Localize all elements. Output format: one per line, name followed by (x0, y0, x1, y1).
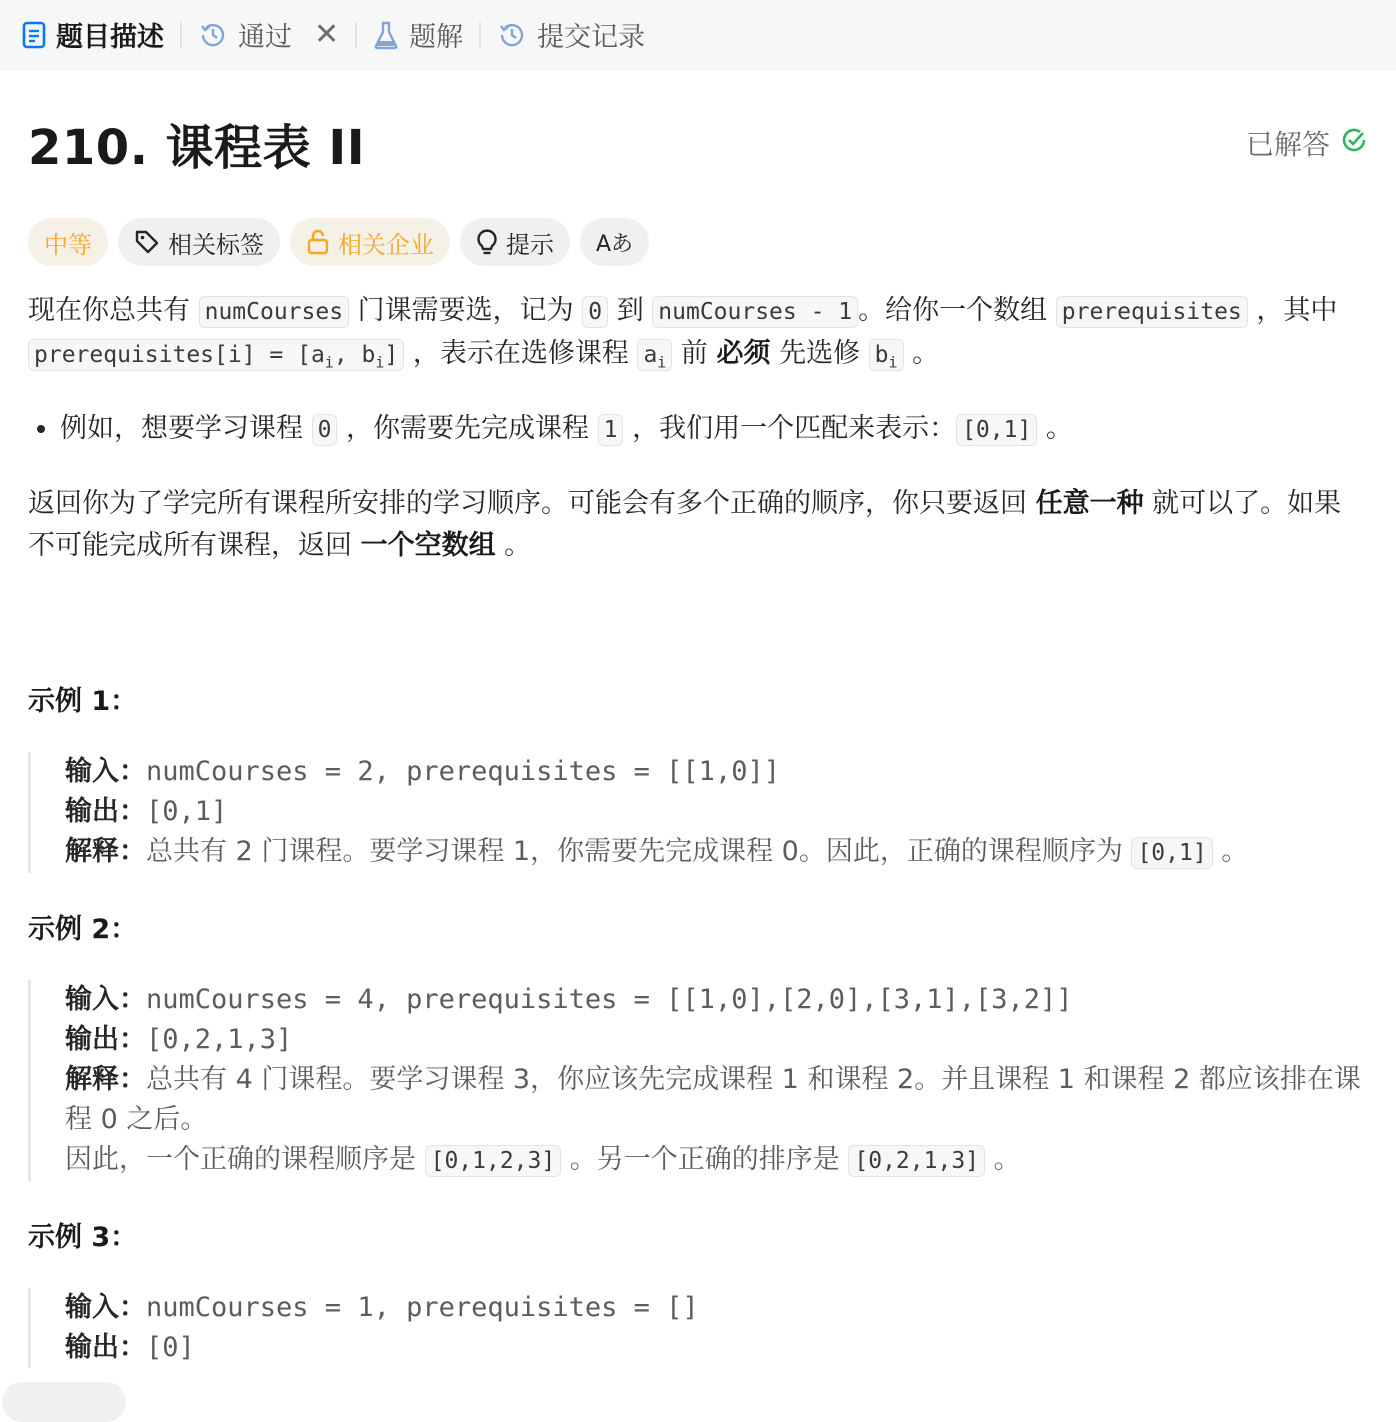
description-paragraph (28, 290, 1368, 384)
text: 前 (672, 338, 717, 369)
example-output-line (65, 1020, 1368, 1060)
input-value: numCourses = 4, prerequisites = [[1,0],[2,0],[3,1],[3,2]] (146, 983, 1073, 1015)
tag-icon (134, 229, 160, 255)
tab-divider (479, 22, 481, 48)
bullet-list (28, 408, 1368, 451)
example-heading: 示例 1： (28, 685, 138, 717)
solved-label: 已解答 (1245, 128, 1330, 161)
inline-code: numCourses - 1 (652, 296, 858, 328)
translate-icon: Aあ (596, 231, 634, 257)
inline-code (637, 339, 672, 371)
tab-label: 题解 (409, 22, 464, 53)
tag-row (28, 218, 1368, 266)
code-part: b (874, 342, 889, 368)
code-part: prerequisites[i] = [a (34, 342, 325, 368)
output-label: 输出： (65, 795, 146, 827)
tab-divider (180, 22, 182, 48)
example-explain-line (65, 1140, 1368, 1181)
inline-code: [0,1] (956, 414, 1037, 446)
explain-text: 总共有 4 门课程。要学习课程 3，你应该先完成课程 1 和课程 2。并且课程 1 和课程 2 都应该排在课程 0 之后。 (65, 1063, 1361, 1135)
history-icon (497, 20, 527, 50)
related-companies-label: 相关企业 (338, 230, 434, 259)
example-input-line (65, 1288, 1368, 1328)
text: 。 (1037, 412, 1073, 444)
subscript: i (657, 353, 667, 372)
code-part: ] (384, 342, 399, 368)
example-heading: 示例 2： (28, 913, 138, 945)
explain-text: 因此，一个正确的课程顺序是 (65, 1143, 425, 1175)
inline-code: prerequisites (1056, 296, 1248, 328)
check-circle-icon (1340, 126, 1368, 161)
title-row (28, 70, 1368, 216)
explain-text: 总共有 2 门课程。要学习课程 1，你需要先完成课程 0。因此，正确的课程顺序为 (146, 835, 1132, 867)
output-value: [0,1] (146, 795, 228, 827)
inline-code (869, 339, 904, 371)
explain-label: 解释： (65, 835, 146, 867)
translate-button[interactable] (580, 218, 649, 266)
tab-accepted[interactable] (198, 0, 339, 70)
text: 。 (495, 529, 532, 561)
explain-text: 。 (985, 1143, 1021, 1175)
example-block (28, 752, 1368, 873)
flask-icon (373, 20, 399, 50)
subscript: i (324, 353, 334, 372)
tab-label: 通过 (238, 22, 292, 53)
text: 门课需要选，记为 (349, 295, 583, 326)
text: 先选修 (770, 338, 869, 369)
lock-icon (306, 229, 330, 255)
output-label: 输出： (65, 1331, 146, 1363)
text: 到 (608, 295, 653, 326)
input-label: 输入： (65, 1291, 146, 1323)
example-block (28, 980, 1368, 1181)
difficulty-badge[interactable] (28, 218, 108, 266)
example-output-line (65, 792, 1368, 832)
problem-content (0, 70, 1396, 1368)
tab-description[interactable] (22, 0, 164, 70)
code-part: a (643, 342, 658, 368)
related-companies-button[interactable] (290, 218, 450, 266)
input-label: 输入： (65, 755, 146, 787)
inline-code: 0 (312, 414, 338, 446)
inline-code: [0,2,1,3] (848, 1145, 985, 1177)
related-tags-button[interactable] (118, 218, 280, 266)
code-part: , b (333, 342, 376, 368)
inline-code: numCourses (199, 296, 349, 328)
example-heading: 示例 3： (28, 1221, 138, 1253)
difficulty-label: 中等 (44, 230, 92, 259)
list-item (60, 408, 1368, 451)
text: 。 (903, 338, 940, 369)
close-icon[interactable]: ✕ (314, 17, 340, 52)
input-value: numCourses = 2, prerequisites = [[1,0]] (146, 755, 780, 787)
output-value: [0,2,1,3] (146, 1023, 293, 1055)
inline-code: 0 (582, 296, 608, 328)
description-paragraph (28, 483, 1368, 567)
inline-code: [0,1,2,3] (425, 1145, 562, 1177)
tab-submissions[interactable] (497, 0, 645, 70)
text: 例如，想要学习课程 (60, 412, 312, 444)
text: ，其中 (1247, 295, 1338, 326)
page-title[interactable]: 210. 课程表 II (28, 119, 366, 176)
document-icon (22, 21, 46, 49)
example-output-line (65, 1328, 1368, 1368)
explain-label: 解释： (65, 1063, 146, 1095)
output-label: 输出： (65, 1023, 146, 1055)
bold-text: 一个空数组 (360, 529, 496, 561)
solved-status (1246, 123, 1368, 163)
text: ，我们用一个匹配来表示： (623, 412, 957, 444)
input-label: 输入： (65, 983, 146, 1015)
hint-button[interactable] (460, 218, 570, 266)
example-input-line (65, 980, 1368, 1020)
like-button[interactable] (2, 1382, 126, 1422)
tab-divider (355, 22, 357, 48)
example-input-line (65, 752, 1368, 792)
inline-code: 1 (598, 414, 624, 446)
example-explain-line (65, 1060, 1368, 1140)
subscript: i (888, 353, 898, 372)
bold-text: 任意一种 (1035, 487, 1144, 519)
tab-label: 题目描述 (56, 22, 164, 53)
explain-text: 。 (1212, 835, 1249, 867)
inline-code: [0,1] (1131, 837, 1212, 869)
tab-solutions[interactable] (373, 0, 463, 70)
subscript: i (375, 353, 385, 372)
text: 就可以了。如果不可能完成所有课程，返回 (28, 487, 1342, 561)
bottom-toolbar (0, 1380, 1396, 1400)
text: 。给你一个数组 (858, 295, 1056, 326)
tab-label: 提交记录 (537, 22, 646, 53)
text: 返回你为了学完所有课程所安排的学习顺序。可能会有多个正确的顺序，你只要返回 (28, 487, 1036, 519)
related-tags-label: 相关标签 (168, 230, 264, 259)
inline-code (28, 339, 404, 371)
text: ，你需要先完成课程 (337, 412, 598, 444)
history-icon (198, 20, 228, 50)
text: ，表示在选修课程 (404, 338, 638, 369)
input-value: numCourses = 1, prerequisites = [] (146, 1291, 699, 1323)
example-explain-line (65, 832, 1368, 873)
bold-text: 必须 (716, 338, 771, 369)
hint-label: 提示 (506, 230, 554, 259)
example-block (28, 1288, 1368, 1368)
output-value: [0] (146, 1331, 195, 1363)
lightbulb-icon (476, 228, 498, 256)
text: 现在你总共有 (28, 295, 199, 326)
tab-bar (0, 0, 1396, 70)
explain-text: 。另一个正确的排序是 (561, 1143, 849, 1175)
